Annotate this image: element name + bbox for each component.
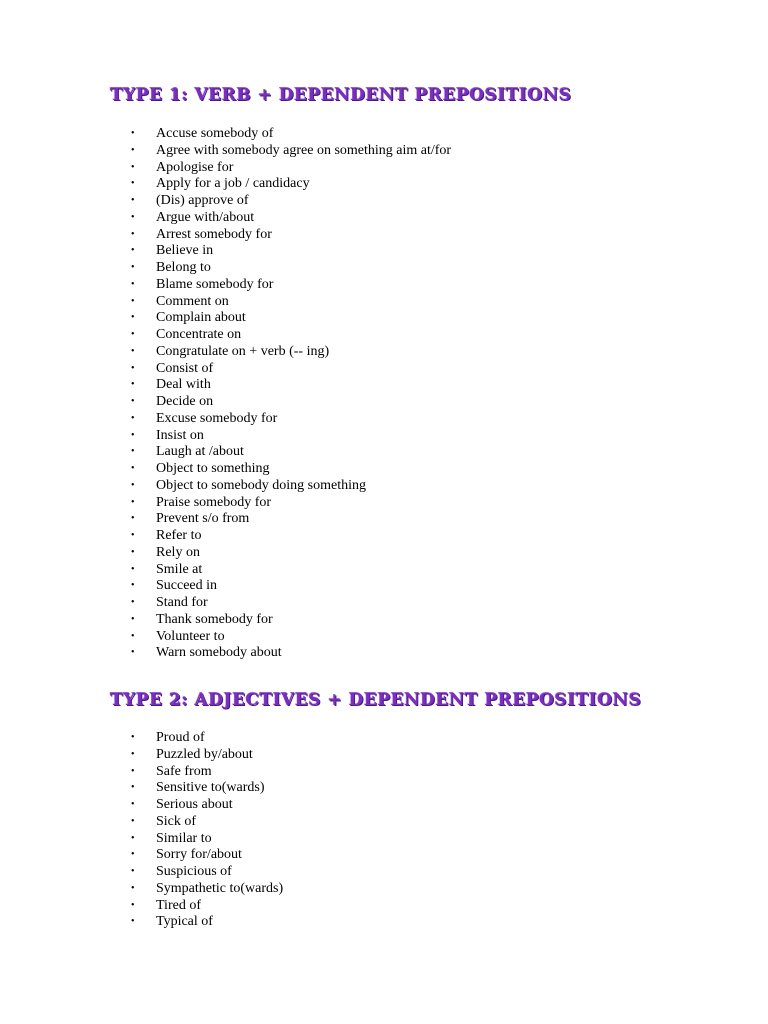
bullet-icon: • bbox=[131, 429, 135, 441]
list-item-text: Succeed in bbox=[156, 578, 218, 594]
bullet-icon: • bbox=[131, 262, 135, 273]
bullet-icon: • bbox=[131, 748, 135, 760]
bullet-icon: • bbox=[131, 396, 135, 407]
bullet-icon: • bbox=[131, 228, 135, 240]
bullet-icon: • bbox=[131, 546, 135, 558]
bullet-icon: • bbox=[131, 580, 135, 592]
list-item-text: Laugh at /about bbox=[156, 444, 244, 460]
bullet-icon: • bbox=[131, 513, 135, 525]
bullet-icon: • bbox=[131, 882, 135, 894]
bullet-icon: • bbox=[131, 144, 135, 156]
bullet-icon: • bbox=[131, 732, 135, 743]
section-heading-adjective-prepositions: TYPE 2: ADJECTIVES + DEPENDENT PREPOSITIONS bbox=[110, 690, 642, 710]
bullet-icon: • bbox=[131, 866, 135, 877]
list-item-text: Apologise for bbox=[156, 159, 234, 175]
list-item-text: Consist of bbox=[156, 360, 214, 376]
bullet-icon: • bbox=[131, 630, 135, 642]
list-item-text: Tired of bbox=[156, 897, 201, 913]
bullet-icon: • bbox=[131, 161, 135, 173]
list-item-text: Rely on bbox=[156, 544, 200, 560]
list-item-text: Decide on bbox=[156, 394, 214, 409]
list-item-text: Argue with/about bbox=[156, 209, 255, 225]
bullet-icon: • bbox=[131, 312, 135, 324]
list-item-text: Typical of bbox=[156, 914, 213, 930]
list-item-text: Praise somebody for bbox=[156, 494, 272, 510]
bullet-icon: • bbox=[131, 245, 135, 257]
bullet-icon: • bbox=[131, 412, 135, 424]
list-item-text: Deal with bbox=[156, 377, 211, 393]
bullet-icon: • bbox=[131, 530, 135, 541]
bullet-icon: • bbox=[131, 379, 135, 391]
list-item-text: Sick of bbox=[156, 813, 197, 829]
bullet-icon: • bbox=[131, 849, 135, 861]
list-item-text: Prevent s/o from bbox=[156, 511, 250, 527]
bullet-icon: • bbox=[131, 832, 135, 844]
bullet-icon: • bbox=[131, 916, 135, 928]
bullet-icon: • bbox=[131, 563, 135, 575]
bullet-icon: • bbox=[131, 799, 135, 810]
list-item-text: Concentrate on bbox=[156, 327, 242, 342]
bullet-icon: • bbox=[131, 446, 135, 458]
list-item-text: Sensitive to(wards) bbox=[156, 780, 265, 796]
bullet-icon: • bbox=[131, 178, 135, 190]
list-item-text: Refer to bbox=[156, 528, 202, 543]
list-item-text: Volunteer to bbox=[156, 628, 225, 644]
bullet-icon: • bbox=[131, 815, 135, 827]
list-item-text: Object to something bbox=[156, 461, 270, 476]
list-item-text: Agree with somebody agree on something aim at/for bbox=[156, 142, 452, 158]
bullet-icon: • bbox=[131, 195, 135, 206]
list-item-text: Similar to bbox=[156, 830, 212, 846]
bullet-icon: • bbox=[131, 362, 135, 374]
list-item-text: Sympathetic to(wards) bbox=[156, 880, 284, 896]
section-heading-verb-prepositions: TYPE 1: VERB + DEPENDENT PREPOSITIONS bbox=[110, 85, 572, 105]
bullet-icon: • bbox=[131, 782, 135, 794]
list-item-text: Stand for bbox=[156, 595, 208, 610]
list-item-text: Accuse somebody of bbox=[156, 126, 274, 141]
bullet-icon: • bbox=[131, 128, 135, 139]
bullet-icon: • bbox=[131, 463, 135, 474]
list-item-text: Proud of bbox=[156, 730, 205, 745]
list-item-text: Congratulate on + verb (-- ing) bbox=[156, 343, 330, 359]
list-item-text: Apply for a job / candidacy bbox=[156, 176, 310, 192]
list-item-text: (Dis) approve of bbox=[156, 193, 249, 208]
bullet-icon: • bbox=[131, 765, 135, 777]
list-item-text: Comment on bbox=[156, 293, 229, 309]
list-item-text: Smile at bbox=[156, 561, 203, 577]
bullet-icon: • bbox=[131, 496, 135, 508]
list-item-text: Blame somebody for bbox=[156, 276, 274, 292]
bullet-icon: • bbox=[131, 613, 135, 625]
list-item-text: Belong to bbox=[156, 260, 211, 275]
bullet-icon: • bbox=[131, 211, 135, 223]
bullet-icon: • bbox=[131, 345, 135, 357]
bullet-icon: • bbox=[131, 295, 135, 307]
bullet-icon: • bbox=[131, 278, 135, 290]
list-item-text: Puzzled by/about bbox=[156, 746, 253, 762]
list-item-text: Believe in bbox=[156, 243, 214, 259]
list-item-text: Suspicious of bbox=[156, 864, 232, 879]
bullet-icon: • bbox=[131, 647, 135, 659]
list-item-text: Complain about bbox=[156, 310, 246, 326]
list-item-text: Warn somebody about bbox=[156, 645, 282, 661]
list-item-text: Serious about bbox=[156, 797, 233, 812]
bullet-icon: • bbox=[131, 329, 135, 340]
list-item-text: Sorry for/about bbox=[156, 847, 242, 863]
list-item-text: Thank somebody for bbox=[156, 611, 273, 627]
list-item-text: Arrest somebody for bbox=[156, 226, 272, 242]
list-item-text: Excuse somebody for bbox=[156, 410, 278, 426]
bullet-icon: • bbox=[131, 899, 135, 911]
list-item-text: Insist on bbox=[156, 427, 204, 443]
bullet-icon: • bbox=[131, 597, 135, 608]
list-item-text: Safe from bbox=[156, 763, 212, 779]
list-item-text: Object to somebody doing something bbox=[156, 477, 366, 493]
bullet-icon: • bbox=[131, 479, 135, 491]
